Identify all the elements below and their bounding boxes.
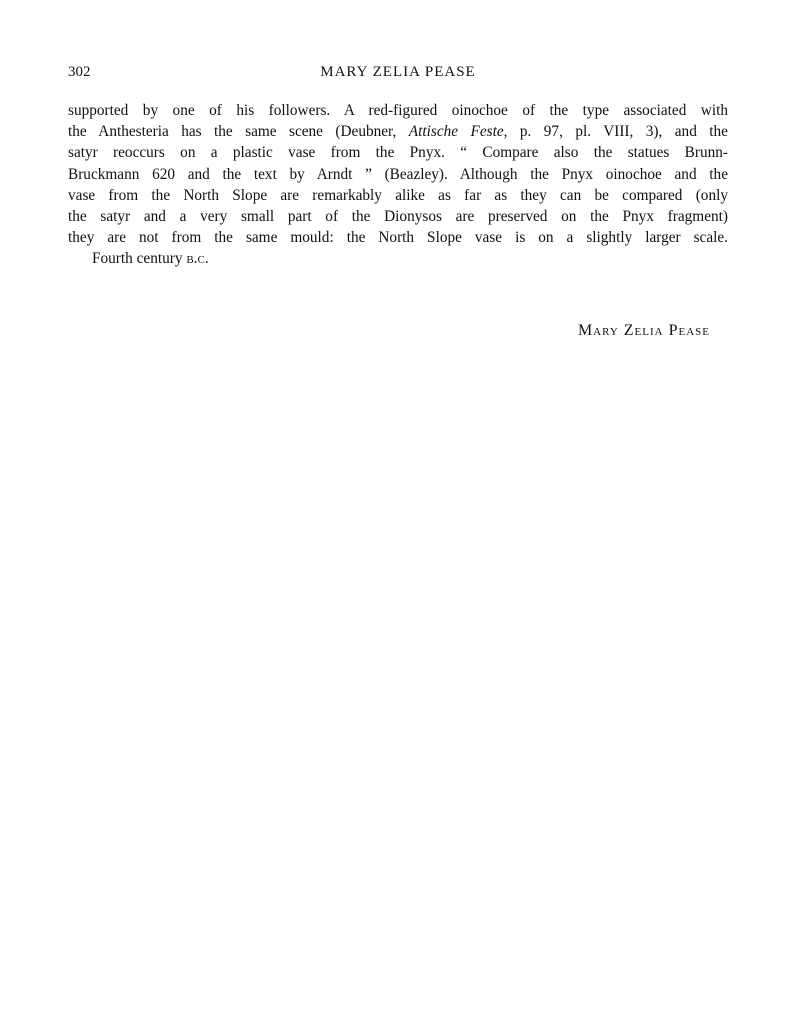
date-era: b.c. (186, 250, 209, 268)
text-segment: , p. 97, pl. VIII, 3), and the (503, 123, 728, 141)
text-segment: the Anthesteria has the same scene (Deubner, (68, 123, 409, 141)
text-line: the satyr and a very small part of the Dionysos are preserved on the Pnyx fragment) (68, 207, 728, 225)
running-title: MARY ZELIA PEASE (320, 64, 476, 80)
page-number: 302 (68, 64, 91, 80)
date-text: Fourth century (92, 250, 187, 268)
text-line: satyr reoccurs on a plastic vase from the Pnyx. “ Compare also the statues Brunn- (68, 144, 728, 162)
body-paragraph (68, 100, 728, 270)
text-line (68, 121, 728, 142)
text-line: they are not from the same mould: the North Slope vase is on a slightly larger scale. (68, 229, 728, 247)
text-line: Bruckmann 620 and the text by Arndt ” (Beazley). Although the Pnyx oinochoe and the (68, 165, 728, 183)
running-header (68, 64, 728, 84)
italic-title: Attische Feste (408, 123, 504, 141)
text-line: supported by one of his followers. A red-figured oinochoe of the type associated with (68, 102, 728, 119)
text-line: vase from the North Slope are remarkably alike as far as they can be compared (only (68, 186, 728, 204)
author-signature: Mary Zelia Pease (577, 322, 710, 339)
date-line (68, 248, 728, 269)
